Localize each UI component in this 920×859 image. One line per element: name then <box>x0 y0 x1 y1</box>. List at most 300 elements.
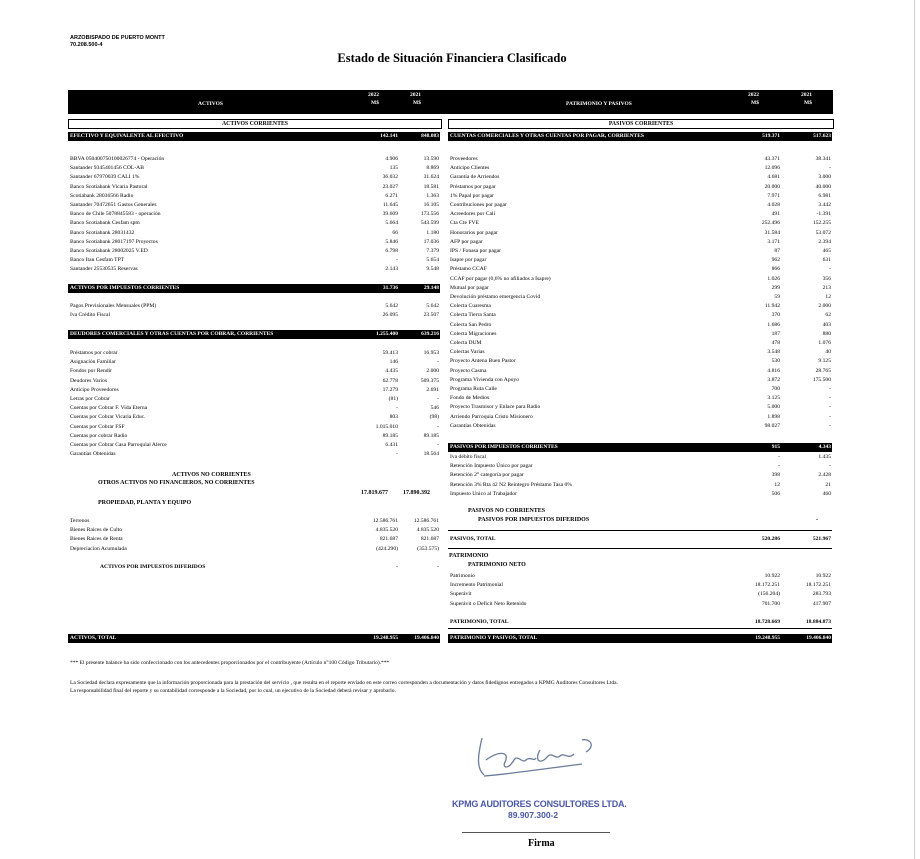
cuentas-row-2021: 40.000 <box>815 183 831 190</box>
left-section-title: ACTIVOS CORRIENTES <box>68 119 442 129</box>
cuentas-row-2021: 3.442 <box>818 202 831 208</box>
left-year-2022: 2022 <box>368 92 379 98</box>
ppe-row-label: Terrenos <box>70 518 90 524</box>
impuestos-row-label: Pagos Previsionales Mensuales (PPM) <box>70 303 157 309</box>
cuentas-row-2022: 866 <box>771 266 780 273</box>
pasivos-impuestos-row <box>448 453 832 462</box>
ppe-row-2021: (353.575) <box>417 545 439 552</box>
pasivos-impuestos-row-label: Retención 3% Rta 42 N2 Reintegro Préstamo Tasa 0% <box>450 481 572 488</box>
band-activos-total-2022: 19.248.955 <box>373 635 398 641</box>
ppe-row-label: Depreciacion Acumulada <box>70 545 127 552</box>
deudores-row <box>68 349 440 358</box>
cuentas-row-2022: 3.872 <box>767 376 780 383</box>
cuentas-row <box>448 357 832 366</box>
cuentas-row-2022: 43.371 <box>764 156 780 162</box>
cuentas-row-2021: 465 <box>822 248 831 254</box>
patrimonio-title: PATRIMONIO <box>449 553 489 559</box>
pasivos-impuestos-row-2021: 21 <box>825 481 831 488</box>
ppe-row-2021: 4.835.520 <box>416 527 439 534</box>
cuentas-row-label: Contribuciones por pagar <box>450 202 507 208</box>
impuestos-row <box>68 302 440 311</box>
cuentas-row-label: IPS / Fonasa por pagar <box>450 248 501 254</box>
efectivo-row <box>68 155 440 164</box>
cuentas-row <box>448 321 832 330</box>
band-activos-total <box>68 634 440 643</box>
cuentas-row-label: 1% Papal por pagar <box>450 192 494 199</box>
ppe-row <box>68 526 440 535</box>
patrimonio-total-2022: 18.728.669 <box>754 619 780 625</box>
patrimonio-row-2022: 701.700 <box>761 600 780 607</box>
cuentas-row-label: Préstamos por pagar <box>450 183 496 190</box>
deudores-row-2021: 18.564 <box>423 451 439 458</box>
deudores-row <box>68 441 440 450</box>
cuentas-row-2022: 1.898 <box>767 413 780 420</box>
efectivo-row-2021: 13.590 <box>423 156 439 162</box>
cuentas-row-2022: 3.125 <box>767 395 780 402</box>
right-year-2022: 2022 <box>748 92 759 98</box>
efectivo-row <box>68 229 440 238</box>
cuentas-row-label: Préstamo CCAF <box>450 266 487 273</box>
band-patrimonio-pasivos-total-2022: 19.248.955 <box>755 635 780 641</box>
cuentas-row-2022: 962 <box>771 257 780 264</box>
pasivos-impuestos-row-2021: 2.428 <box>818 472 831 479</box>
cuentas-row-2022: 11.942 <box>764 303 780 310</box>
band-cuentas-por-pagar-2022: 519.371 <box>762 133 780 139</box>
cuentas-row-label: Fondo de Medios <box>450 395 490 402</box>
deudores-row-label: Préstamos por cobrar <box>70 350 118 356</box>
deudores-row-2021: 2.691 <box>426 386 439 393</box>
deudores-row-2022: 4.435 <box>385 368 398 375</box>
cuentas-row-2021: -1.391 <box>816 211 831 218</box>
cuentas-row-2022: 187 <box>771 330 780 337</box>
band-pasivos-impuestos-2021: 4.343 <box>818 444 831 450</box>
efectivo-row <box>68 164 440 173</box>
ppe-row <box>68 535 440 544</box>
band-deudores-2022: 1.255.400 <box>376 331 398 337</box>
efectivo-row-2022: 36.032 <box>382 174 398 181</box>
deudores-row-2021: (98) <box>429 414 439 421</box>
deudores-row-2021: 546 <box>430 405 439 412</box>
deudores-row <box>68 395 440 404</box>
cuentas-row <box>448 293 832 302</box>
efectivo-row <box>68 210 440 219</box>
efectivo-row <box>68 238 440 247</box>
efectivo-row-2022: 5.846 <box>385 238 398 245</box>
cuentas-row-2021: 3.000 <box>818 174 831 181</box>
efectivo-row-2022: 6.798 <box>385 248 398 254</box>
cuentas-row <box>448 394 832 403</box>
patrimonio-row-label: Superávit o Deficit Neto Retenido <box>450 600 527 607</box>
cuentas-row-2021: 62 <box>825 312 831 319</box>
cuentas-row-2022: 4.681 <box>767 174 780 181</box>
cuentas-row <box>448 302 832 311</box>
cuentas-row <box>448 219 832 228</box>
activos-diferidos-2021: - <box>437 564 439 570</box>
cuentas-row <box>448 210 832 219</box>
cuentas-row-2021: - <box>829 422 831 429</box>
cuentas-row-label: Programa Vivienda con Apoyo <box>450 376 520 383</box>
signature-line <box>462 832 610 833</box>
ppe-row-label: Bienes Raices de Renta <box>70 536 123 543</box>
efectivo-row-label: Banco Scotiabank 28031432 <box>70 229 135 236</box>
cuentas-row-2021: 28.765 <box>815 367 831 374</box>
cuentas-row-2022: 31.584 <box>764 229 780 236</box>
cuentas-row-label: Acreedores por Cali <box>450 211 496 218</box>
pasivos-diferidos-value: - <box>816 517 818 523</box>
cuentas-row-2022: 5.000 <box>767 404 780 411</box>
band-activos-total-2021: 19.406.840 <box>414 635 439 641</box>
deudores-row <box>68 377 440 386</box>
activos-diferidos <box>98 563 440 572</box>
cuentas-row-label: Colecta Tierra Santa <box>450 312 496 319</box>
signature-label: Firma <box>528 838 555 849</box>
cuentas-row <box>448 247 832 256</box>
cuentas-row-label: Colecta Cuaresma <box>450 303 491 310</box>
deudores-row-2022: - <box>396 451 398 458</box>
cuentas-row-2021: 880 <box>822 330 831 337</box>
cuentas-row-label: Proveedores <box>450 156 478 162</box>
cuentas-row-label: Anticipo Clientes <box>450 165 490 172</box>
deudores-row-2022: 146 <box>389 359 398 366</box>
pasivos-impuestos-row-2022: - <box>778 463 780 470</box>
efectivo-row-2022: 2.143 <box>385 266 398 273</box>
cuentas-row-2021: 6.981 <box>818 192 831 199</box>
pasivos-total-2022: 520.286 <box>761 536 780 542</box>
efectivo-row-label: Scotiabank 28036566 Radio <box>70 192 134 199</box>
efectivo-row-2022: 4.906 <box>385 156 398 162</box>
deudores-row-2021: 16.953 <box>423 350 439 356</box>
cuentas-row <box>448 348 832 357</box>
cuentas-row-2021: 213 <box>822 284 831 291</box>
cuentas-row-label: AFP por pagar <box>450 238 483 245</box>
efectivo-row-label: Banco Scotiabank 28002025 V.ED <box>70 248 148 254</box>
deudores-row <box>68 367 440 376</box>
deudores-row-label: Cuentas por cobrar Radio <box>70 432 128 439</box>
pasivos-impuestos-row-2021: 460 <box>822 490 831 497</box>
cuentas-row <box>448 385 832 394</box>
note-2: La Sociedad declara expresamente que la información proporcionada para la prestación del servicio , que resulta en el reporte enviado en este correo corresponden a documentación y datos fidedignos entregados a KPMG Auditores Consultores Ltda. <box>70 680 618 686</box>
cuentas-row <box>448 201 832 210</box>
ppe-title: PROPIEDAD, PLANTA Y EQUIPO <box>98 500 192 506</box>
patrimonio-row-2022: 10.922 <box>764 573 780 579</box>
efectivo-row-2022: 39.609 <box>382 211 398 218</box>
right-unit-2021: M$ <box>804 100 812 106</box>
pasivos-impuestos-row <box>448 481 832 490</box>
cuentas-row <box>448 422 832 431</box>
cuentas-row <box>448 155 832 164</box>
efectivo-row <box>68 265 440 274</box>
efectivo-row <box>68 247 440 256</box>
cuentas-row-2021: 9.125 <box>818 358 831 365</box>
ppe-row <box>68 517 440 526</box>
band-pasivos-impuestos <box>448 443 832 452</box>
cuentas-row-2022: 12.096 <box>764 165 780 172</box>
deudores-row-2021: 89.185 <box>423 432 439 439</box>
pasivos-impuestos-row-2022: 12 <box>774 481 780 488</box>
cuentas-row-2021: - <box>829 395 831 402</box>
right-unit-2022: M$ <box>751 100 759 106</box>
band-pasivos-impuestos-label: PASIVOS POR IMPUESTOS CORRIENTES <box>450 444 558 450</box>
cuentas-row-label: Proyecto Trasmisor y Enlace para Radio <box>450 404 541 411</box>
cuentas-row-2021: 175.500 <box>812 376 831 383</box>
patrimonio-row-2021: 417.907 <box>812 600 831 607</box>
left-year-2021: 2021 <box>410 92 421 98</box>
auditor-stamp-rut: 89.907.300-2 <box>508 810 559 820</box>
efectivo-row-label: Banco Scotiabank Cesfam spm <box>70 220 140 227</box>
cuentas-row-2022: 20.000 <box>764 183 780 190</box>
left-unit-2021: M$ <box>413 100 421 106</box>
deudores-row-2022: 89.185 <box>382 432 398 439</box>
divider-patrimonio <box>448 548 832 549</box>
left-title: ACTIVOS <box>198 101 223 107</box>
band-patrimonio-pasivos-total <box>448 634 832 643</box>
cuentas-row-2022: 87 <box>774 248 780 254</box>
patrimonio-row-2022: 18.172.251 <box>754 582 780 589</box>
pasivos-impuestos-row <box>448 471 832 480</box>
deudores-row-2022: (81) <box>388 396 398 402</box>
pasivos-impuestos-row-2022: 506 <box>771 490 780 497</box>
cuentas-row <box>448 413 832 422</box>
handwritten-signature <box>470 730 610 790</box>
cuentas-row <box>448 265 832 274</box>
patrimonio-neto-title: PATRIMONIO NETO <box>468 562 526 568</box>
company-name: ARZOBISPADO DE PUERTO MONTT <box>70 35 165 41</box>
pasivos-impuestos-row <box>448 462 832 471</box>
deudores-row-label: Cuentas por Cobrar Casa Parroquial Alerce <box>70 442 167 448</box>
cuentas-row-label: Proyecto Antena Buen Pastor <box>450 358 516 365</box>
cuentas-row-label: Programa Ruta Calle <box>450 386 497 392</box>
efectivo-row-label: Santander 70472651 Gastos Generales <box>70 202 157 208</box>
cuentas-row-2022: 1.686 <box>767 321 780 328</box>
cuentas-row-label: CCAF por pagar (0,6% no afiliados a Isapre) <box>450 275 551 282</box>
cuentas-row <box>448 275 832 284</box>
efectivo-row <box>68 183 440 192</box>
band-efectivo-2022: 142.141 <box>380 133 398 139</box>
cuentas-row <box>448 367 832 376</box>
cuentas-row <box>448 173 832 182</box>
cuentas-row-2021: 356 <box>822 275 831 282</box>
efectivo-row-label: Banco Itau Cesfam TPT <box>70 257 125 264</box>
patrimonio-total <box>448 618 832 627</box>
efectivo-row <box>68 192 440 201</box>
band-activos-impuestos-2022: 31.736 <box>382 285 398 291</box>
cuentas-row-2021: - <box>829 266 831 273</box>
impuestos-row-label: Iva Crédito Fiscal <box>70 312 111 319</box>
band-efectivo-label: EFECTIVO Y EQUIVALENTE AL EFECTIVO <box>70 133 184 139</box>
efectivo-row-2022: 5.664 <box>385 220 398 227</box>
cuentas-row <box>448 183 832 192</box>
band-cuentas-por-pagar-2021: 517.623 <box>813 133 831 139</box>
patrimonio-row-2022: (156.204) <box>758 591 780 598</box>
pasivos-total-2021: 521.967 <box>812 536 831 542</box>
ppe-row-2022: 12.586.761 <box>372 518 398 524</box>
pasivos-impuestos-row-2022: 398 <box>771 472 780 479</box>
impuestos-row-2021: 5.642 <box>426 303 439 309</box>
right-section-title: PASIVOS CORRIENTES <box>448 119 834 129</box>
pasivos-impuestos-row <box>448 490 832 499</box>
efectivo-row-label: BBVA 050400750100026774 - Operación <box>70 156 165 162</box>
efectivo-row-2021: 543.599 <box>420 220 439 227</box>
cuentas-row-2021: - <box>829 413 831 420</box>
patrimonio-row <box>448 572 832 581</box>
patrimonio-row <box>448 581 832 590</box>
patrimonio-row-2021: 10.922 <box>815 573 831 579</box>
auditor-stamp-company: KPMG AUDITORES CONSULTORES LTDA. <box>452 799 627 809</box>
impuestos-row <box>68 311 440 320</box>
pasivos-diferidos-title: PASIVOS POR IMPUESTOS DIFERIDOS <box>478 517 590 523</box>
cuentas-row-2021: 152.255 <box>812 220 831 227</box>
efectivo-row-2021: 8.869 <box>426 165 439 172</box>
ppe-row-2022: (424.290) <box>376 545 398 552</box>
deudores-row-2022: 59.413 <box>382 350 398 356</box>
cuentas-row-label: Cta Cte FVE <box>450 220 479 227</box>
cuentas-row-2022: 370 <box>771 312 780 319</box>
impuestos-row-2022: 26.095 <box>382 312 398 319</box>
deudores-row-label: Asignación Familiar <box>70 359 116 366</box>
efectivo-row <box>68 219 440 228</box>
band-activos-impuestos-label: ACTIVOS POR IMPUESTOS CORRIENTES <box>70 285 180 291</box>
band-deudores-2021: 639.216 <box>421 331 439 337</box>
band-activos-impuestos-2021: 29.148 <box>423 285 439 291</box>
cuentas-row-label: Honorarios por pagar <box>450 229 498 236</box>
cuentas-row <box>448 238 832 247</box>
cuentas-row-label: Arriendo Parroquia Cristo Misionero <box>450 413 533 420</box>
deudores-row-2022: 1.015.010 <box>375 423 398 430</box>
cuentas-row-label: Colecta San Pedro <box>450 321 492 328</box>
pasivos-no-corrientes-title: PASIVOS NO CORRIENTES <box>468 508 546 514</box>
cuentas-row <box>448 330 832 339</box>
cuentas-row-2022: 98.027 <box>764 422 780 429</box>
pasivos-total-label: PASIVOS, TOTAL <box>450 536 496 542</box>
deudores-row-2021: - <box>437 396 439 402</box>
band-cuentas-por-pagar-label: CUENTAS COMERCIALES Y OTRAS CUENTAS POR PAGAR, CORRIENTES <box>450 133 644 139</box>
divider-pasivos-total <box>448 530 832 531</box>
cuentas-row-2021: - <box>829 386 831 392</box>
ppe-row-2021: 821.687 <box>420 536 439 543</box>
efectivo-row-2021: 173.556 <box>420 211 439 218</box>
pasivos-impuestos-row-2021: - <box>829 463 831 470</box>
cuentas-row-2021: 2.394 <box>818 238 831 245</box>
deudores-row-2021: - <box>437 423 439 430</box>
efectivo-row-2021: 31.624 <box>423 174 439 181</box>
patrimonio-row-label: Incremento Patrimonial <box>450 582 503 589</box>
efectivo-row-2021: 1.180 <box>426 229 439 236</box>
note-3: La responsabilidad final del reporte y su contabilidad corresponde a la Sociedad, por lo cual, un ejecutivo de la Sociedad deberá revisar y aprobarlo. <box>70 688 396 694</box>
efectivo-row-2021: 5.654 <box>426 257 439 264</box>
patrimonio-total-2021: 18.884.873 <box>805 619 831 625</box>
ppe-row-2021: 12.586.761 <box>413 518 439 524</box>
cuentas-row-2021: 12 <box>825 294 831 300</box>
activos-diferidos-2022: - <box>396 564 398 570</box>
ppe-row-2022: 821.687 <box>379 536 398 543</box>
otros-activos-title: OTROS ACTIVOS NO FINANCIEROS, NO CORRIENTES <box>98 480 255 486</box>
efectivo-row-2022: 23.027 <box>382 183 398 190</box>
cuentas-row-2022: 3.171 <box>767 238 780 245</box>
efectivo-row-2021: 16.105 <box>423 202 439 208</box>
company-rut: 70.208.500-4 <box>70 42 103 48</box>
cuentas-row-2021: - <box>829 165 831 172</box>
deudores-row-label: Cuentas por Cobrar FSF <box>70 423 125 430</box>
cuentas-row-2022: 4.028 <box>767 202 780 208</box>
cuentas-row <box>448 376 832 385</box>
pasivos-total <box>448 535 832 544</box>
efectivo-row-2021: 17.036 <box>423 238 439 245</box>
patrimonio-total-label: PATRIMONIO, TOTAL <box>450 619 509 625</box>
efectivo-row-label: Santander 25530535 Reservas <box>70 266 138 273</box>
cuentas-row <box>448 256 832 265</box>
cuentas-row <box>448 192 832 201</box>
cuentas-row-2021: 38.341 <box>815 156 831 162</box>
efectivo-row-label: Banco Scotiabank Vicaria Pastoral <box>70 183 148 190</box>
patrimonio-row-label: Patrimonio <box>450 573 475 579</box>
cuentas-row <box>448 311 832 320</box>
deudores-row-2021: - <box>437 359 439 366</box>
efectivo-row <box>68 201 440 210</box>
deudores-row <box>68 386 440 395</box>
ppe-row-label: Bienes Raices de Culto <box>70 527 123 534</box>
right-title: PATRIMONIO Y PASIVOS <box>566 101 632 107</box>
no-corrientes-title: ACTIVOS NO CORRIENTES <box>172 472 251 478</box>
efectivo-row-label: Santander 67970039 CALI 1% <box>70 174 140 181</box>
cuentas-row-2021: 53.072 <box>815 229 831 236</box>
deudores-row-2021: - <box>437 442 439 448</box>
efectivo-row-2021: 18.581 <box>423 183 439 190</box>
deudores-row-label: Fondos por Rendir <box>70 368 112 375</box>
efectivo-row-2021: 9.548 <box>426 266 439 273</box>
cuentas-row-2021: 40 <box>825 349 831 356</box>
cuentas-row <box>448 284 832 293</box>
ppe-row <box>68 545 440 554</box>
note-1: *** El presente balance ha sido confeccionado con los antecedentes proporcionados por el contribuyente (Artículo n°100 Código Tributario).*** <box>70 660 390 666</box>
efectivo-row-2021: 1.363 <box>426 192 439 199</box>
band-cuentas-por-pagar <box>448 132 832 141</box>
efectivo-row-2022: 6.271 <box>385 192 398 199</box>
cuentas-row-label: Garantía de Arriendos <box>450 174 500 181</box>
impuestos-row-2022: 5.642 <box>385 303 398 309</box>
cuentas-row-2021: 1.076 <box>818 340 831 346</box>
deudores-row-label: Cuentas por Cobrar F. Vida Eterna <box>70 405 148 412</box>
deudores-row-2022: 62.778 <box>382 377 398 384</box>
cuentas-row-label: Colecta Migraciones <box>450 330 497 337</box>
patrimonio-row-2021: 18.172.251 <box>805 582 831 589</box>
cuentas-row <box>448 403 832 412</box>
cuentas-row <box>448 229 832 238</box>
cuentas-row-2022: 491 <box>771 211 780 218</box>
columns-header-band <box>68 90 833 114</box>
pasivos-impuestos-row-label: Impuesto Unico al Trabajador <box>450 490 517 497</box>
band-patrimonio-pasivos-total-2021: 19.406.840 <box>806 635 831 641</box>
right-year-2021: 2021 <box>801 92 812 98</box>
efectivo-row-2022: - <box>396 257 398 264</box>
cuentas-row <box>448 339 832 348</box>
band-efectivo <box>68 132 440 141</box>
ppe-row-2022: 4.835.520 <box>375 527 398 534</box>
deudores-row <box>68 450 440 459</box>
efectivo-row-2022: 135 <box>389 165 398 172</box>
left-unit-2022: M$ <box>371 100 379 106</box>
patrimonio-row-2021: 283.793 <box>812 591 831 598</box>
cuentas-row-2022: 530 <box>771 358 780 365</box>
cuentas-row-2022: 59 <box>774 294 780 300</box>
cuentas-row-label: Colectas Varias <box>450 349 485 356</box>
efectivo-row-label: Santander 9345401456 COL-AB <box>70 165 144 172</box>
band-patrimonio-pasivos-total-label: PATRIMONIO Y PASIVOS, TOTAL <box>450 635 538 641</box>
cuentas-row-label: Devolución préstamo emergencia Covid <box>450 294 541 300</box>
band-pasivos-impuestos-2022: 915 <box>771 444 780 450</box>
deudores-row-label: Cuentas por Cobrar Vicaria Educ. <box>70 414 146 421</box>
cuentas-row-label: Colecta DUM <box>450 340 482 346</box>
deudores-row-2021: 509.375 <box>420 377 439 384</box>
